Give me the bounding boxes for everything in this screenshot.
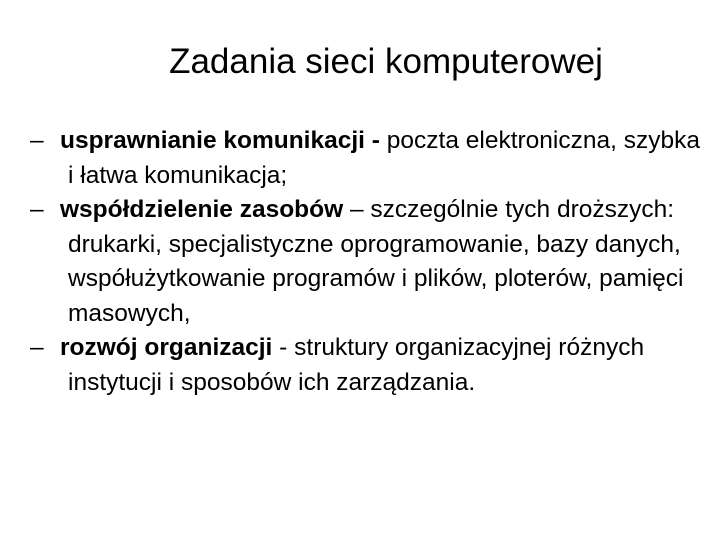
bullet-text: poczta elektroniczna, szybka i łatwa komunikacja;	[68, 127, 700, 189]
dash-marker: –	[30, 196, 44, 223]
bullet-term: współdzielenie zasobów	[60, 196, 344, 223]
dash-marker: –	[30, 127, 44, 154]
bullet-item	[30, 193, 710, 331]
dash-marker: –	[30, 334, 44, 361]
bullet-list	[30, 124, 710, 400]
bullet-term: rozwój organizacji	[60, 334, 273, 361]
bullet-term: usprawnianie komunikacji -	[60, 127, 380, 154]
bullet-item	[30, 331, 710, 400]
bullet-item	[30, 124, 710, 193]
bullet-text: – szczególnie tych droższych: drukarki, specjalistyczne oprogramowanie, bazy danych, współużytkowanie programów i plików, ploterów, pamięci masowych,	[68, 196, 684, 327]
slide-title: Zadania sieci komputerowej	[169, 42, 603, 81]
bullet-text: - struktury organizacyjnej różnych instytucji i sposobów ich zarządzania.	[68, 334, 645, 396]
